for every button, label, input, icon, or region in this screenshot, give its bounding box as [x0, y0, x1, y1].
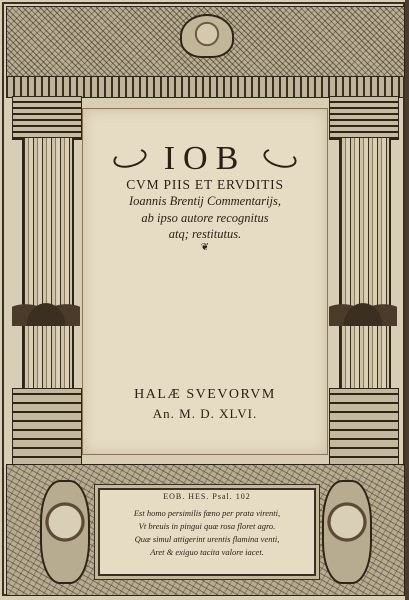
acanthus-ornament	[329, 286, 397, 326]
acanthus-ornament	[12, 286, 80, 326]
sheet-edge	[405, 0, 409, 600]
column-capital	[329, 96, 399, 140]
title-row	[83, 139, 327, 179]
verse-line-2: Vt breuis in pingui quæ rosa floret agro.	[138, 521, 276, 531]
psalm-reference: EOB. HES. Psal. 102	[163, 492, 251, 501]
right-column	[329, 96, 397, 466]
imprint-date: An. M. D. XLVI.	[152, 406, 258, 421]
subtitle-line-4: atq; restitutus.	[168, 227, 242, 241]
imprint-place: HALÆ SVEVORVM	[134, 387, 276, 402]
verse-cartouche	[98, 488, 316, 576]
scrollwork-ornament	[322, 480, 372, 584]
column-shaft	[22, 138, 74, 388]
verse-line-1: Est homo persimilis fœno per prata virenti,	[133, 508, 281, 518]
frieze-band	[6, 76, 403, 98]
left-column	[12, 96, 80, 466]
title-panel	[82, 108, 328, 455]
ornament-glyph: ❦	[200, 242, 210, 253]
subtitle-line-2: Ioannis Brentij Commentarijs,	[129, 194, 281, 208]
verse-line-4: Aret & exiguo tacita valore iacet.	[150, 547, 264, 557]
scrollwork-ornament	[40, 480, 90, 584]
column-capital	[12, 96, 82, 140]
column-base	[12, 388, 82, 468]
subtitle-line-1: CVM PIIS ET ERVDITIS	[126, 177, 284, 192]
column-base	[329, 388, 399, 468]
verse-line-3: Quæ simul attigerint urentis flamina venti,	[134, 534, 280, 544]
book-title: IOB	[163, 140, 247, 177]
column-shaft	[339, 138, 391, 388]
crest-ornament	[180, 14, 234, 58]
subtitle-line-3: ab ipso autore recognitus	[141, 211, 269, 225]
